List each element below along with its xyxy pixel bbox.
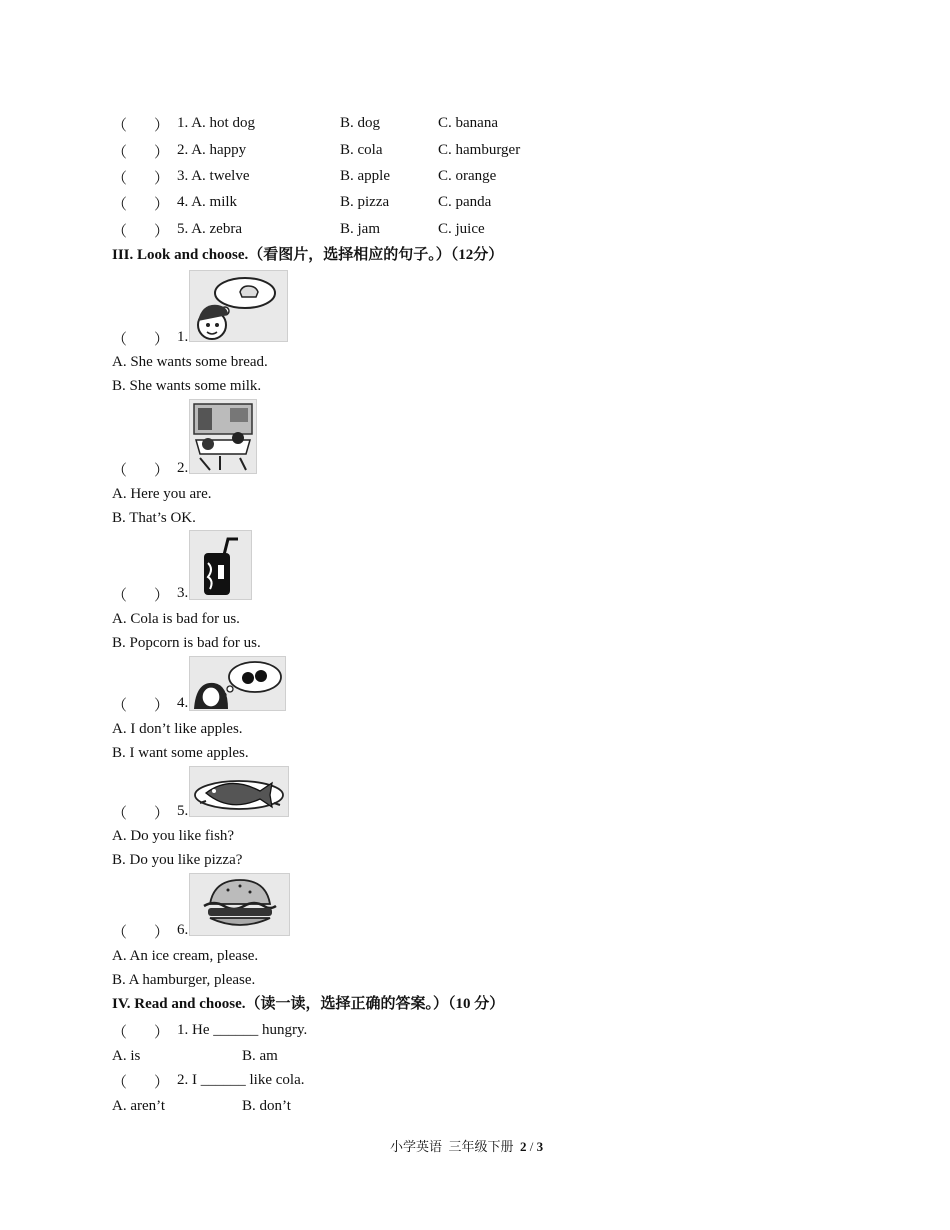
heading-cn: （看图片，选择相应的句子。）（12分） [248, 247, 504, 263]
item-number: 6. [177, 922, 189, 938]
option-b: B. don’t [242, 1098, 291, 1114]
option-a: A. twelve [191, 168, 250, 184]
option-a: A. She wants some bread. [112, 354, 268, 370]
option-a: A. happy [191, 142, 247, 158]
footer-subject: 小学英语 [390, 1139, 443, 1154]
footer-separator: / [529, 1139, 534, 1154]
option-a: A. Here you are. [112, 486, 212, 502]
section-heading-part4 [112, 995, 504, 1013]
answer-blank[interactable]: （ ） [112, 145, 170, 161]
page-footer [390, 1138, 543, 1156]
item-number: 1. [177, 329, 189, 345]
option-a: A. An ice cream, please. [112, 948, 259, 964]
option-b: B. pizza [340, 194, 390, 210]
item-number: 4. [177, 194, 189, 210]
girl-thinking-of-apples-picture [189, 656, 286, 711]
option-b: B. am [242, 1048, 278, 1064]
item-number: 5. [177, 803, 189, 819]
item-number: 1. [177, 115, 189, 131]
footer-page-total: 3 [536, 1139, 544, 1154]
option-b: B. That’s OK. [112, 510, 196, 526]
option-a: A. zebra [191, 221, 242, 237]
option-a: A. milk [191, 194, 238, 210]
option-a: A. I don’t like apples. [112, 721, 243, 737]
option-b: B. A hamburger, please. [112, 972, 256, 988]
option-b: B. Do you like pizza? [112, 852, 243, 868]
answer-blank[interactable]: （ ） [112, 925, 170, 941]
option-a: A. is [112, 1048, 141, 1064]
option-b: B. jam [340, 221, 380, 237]
option-a: A. Cola is bad for us. [112, 611, 240, 627]
option-b: B. Popcorn is bad for us. [112, 635, 261, 651]
heading-cn: （读一读，选择正确的答案。）（10 分） [245, 996, 505, 1012]
answer-blank[interactable]: （ ） [112, 224, 170, 240]
answer-blank[interactable]: （ ） [112, 1025, 170, 1041]
answer-blank[interactable]: （ ） [112, 197, 170, 213]
footer-grade: 三年级下册 [448, 1139, 514, 1154]
option-c: C. hamburger [438, 142, 521, 158]
hamburger-picture [189, 873, 290, 936]
answer-blank[interactable]: （ ） [112, 332, 170, 348]
answer-blank[interactable]: （ ） [112, 698, 170, 714]
item-number: 3. [177, 168, 189, 184]
item-number: 5. [177, 221, 189, 237]
answer-blank[interactable]: （ ） [112, 171, 170, 187]
fish-on-plate-picture [189, 766, 289, 817]
heading-en: IV. Read and choose. [112, 996, 246, 1012]
section-heading-part3 [112, 246, 503, 264]
item-number: 1. [177, 1022, 189, 1038]
option-a: A. hot dog [191, 115, 255, 131]
heading-en: III. Look and choose. [112, 247, 249, 263]
option-c: C. banana [438, 115, 498, 131]
footer-page-number: 2 [520, 1139, 527, 1154]
option-b: B. cola [340, 142, 383, 158]
option-c: C. panda [438, 194, 492, 210]
option-c: C. orange [438, 168, 497, 184]
option-c: C. juice [438, 221, 485, 237]
option-a: A. Do you like fish? [112, 828, 235, 844]
question-text: I ______ like cola. [192, 1072, 305, 1088]
option-b: B. She wants some milk. [112, 378, 262, 394]
girl-thinking-of-bread-picture [189, 270, 288, 342]
item-number: 2. [177, 142, 189, 158]
item-number: 2. [177, 460, 189, 476]
kids-at-table-picture [189, 399, 257, 474]
option-b: B. apple [340, 168, 390, 184]
answer-blank[interactable]: （ ） [112, 118, 170, 134]
answer-blank[interactable]: （ ） [112, 1075, 170, 1091]
option-a: A. aren’t [112, 1098, 166, 1114]
item-number: 4. [177, 695, 189, 711]
item-number: 2. [177, 1072, 189, 1088]
cola-can-with-straw-picture [189, 530, 252, 600]
option-b: B. I want some apples. [112, 745, 249, 761]
option-b: B. dog [340, 115, 381, 131]
answer-blank[interactable]: （ ） [112, 806, 170, 822]
answer-blank[interactable]: （ ） [112, 588, 170, 604]
answer-blank[interactable]: （ ） [112, 463, 170, 479]
item-number: 3. [177, 585, 189, 601]
question-text: He ______ hungry. [192, 1022, 308, 1038]
